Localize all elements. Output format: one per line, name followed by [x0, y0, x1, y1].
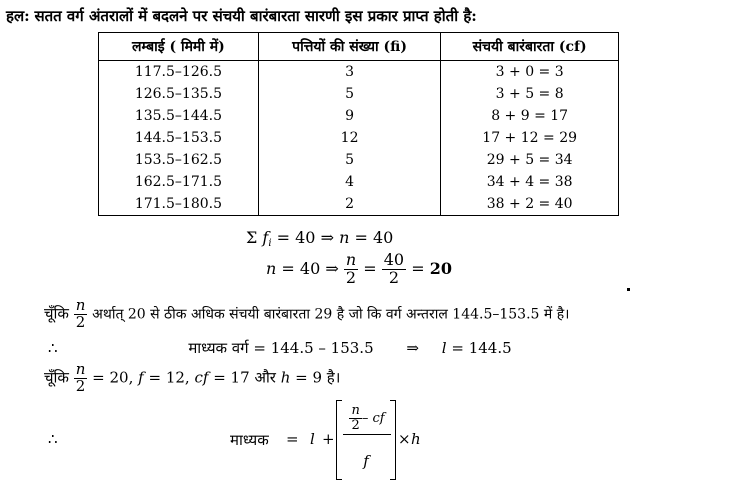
eq2-eq: = 40 ⇒: [281, 258, 339, 278]
fraction-den: 2: [345, 267, 357, 287]
cell-cf: 29 + 5 = 34: [441, 149, 619, 171]
table-row: [99, 61, 619, 84]
median-label: माध्यक: [230, 431, 269, 449]
eq2-eq2: =: [363, 258, 377, 278]
bracket-corner: [390, 479, 396, 480]
fraction-n-over-2: [74, 362, 88, 395]
stray-dot: [627, 288, 630, 291]
cell-fi: 12: [258, 127, 440, 149]
table-row: [99, 149, 619, 171]
fraction-num: n: [351, 403, 360, 418]
intro-text: सतत वर्ग अंतरालों में बदलने पर संचयी बारंबारता सारणी इस प्रकार प्राप्त होती है:: [34, 7, 477, 25]
fraction-den: 2: [388, 267, 400, 287]
table-row: [99, 83, 619, 105]
cell-interval: 162.5–171.5: [99, 171, 259, 193]
formula-plus: +: [322, 430, 335, 448]
cell-cf: 3 + 5 = 8: [441, 83, 619, 105]
formula-h: h: [411, 430, 421, 448]
para3-f: f: [138, 368, 144, 387]
table-row: [99, 193, 619, 216]
cell-cf: 38 + 2 = 40: [441, 193, 619, 216]
formula-l: l: [310, 430, 315, 448]
para-3: [44, 362, 340, 395]
cell-fi: 2: [258, 193, 440, 216]
sum-rhs: = 40: [354, 228, 394, 247]
fraction-n-over-2: [344, 252, 358, 287]
therefore-symbol: ∴: [48, 430, 58, 448]
median-class-text: माध्यक वर्ग = 144.5 – 153.5: [188, 339, 374, 357]
sum-f: f: [262, 228, 269, 247]
fraction-den: 2: [351, 417, 360, 433]
fraction-den: 2: [75, 312, 86, 331]
cell-interval: 117.5–126.5: [99, 61, 259, 84]
fraction-n-over-2: [349, 404, 361, 432]
para-2: [48, 338, 512, 358]
para3-text3: = 17: [213, 368, 250, 387]
para3-cf: cf: [194, 368, 209, 387]
cell-cf: 3 + 0 = 3: [441, 61, 619, 84]
table-header-row: [99, 33, 619, 61]
table-row: [99, 127, 619, 149]
sum-equation: [246, 228, 393, 249]
half-n-equation: [266, 252, 452, 287]
fraction-num: n: [75, 360, 86, 378]
cell-fi: 5: [258, 149, 440, 171]
fraction-num: n: [75, 296, 86, 314]
eq2-result: 20: [429, 258, 452, 278]
cell-interval: 126.5–135.5: [99, 83, 259, 105]
table-row: [99, 171, 619, 193]
para3-prefix: चूँकि: [44, 368, 69, 387]
table-row: [99, 105, 619, 127]
fraction-num: 40: [383, 250, 405, 269]
l-var: l: [441, 339, 447, 357]
bracket-corner: [390, 400, 396, 401]
fraction-40-over-2: [382, 252, 406, 287]
fraction-n-over-2: [74, 298, 88, 331]
eq2-eq3: =: [411, 258, 425, 278]
header-cf: संचयी बारंबारता (cf): [441, 33, 619, 61]
therefore-symbol: ∴: [48, 339, 58, 357]
inner-denominator: f: [363, 452, 369, 470]
fraction-den: 2: [75, 376, 86, 395]
cell-fi: 4: [258, 171, 440, 193]
sum-n: n: [339, 228, 350, 247]
cumulative-frequency-table: [98, 32, 619, 216]
para-1: [44, 298, 569, 331]
formula-times: ×: [398, 430, 411, 448]
intro-line: [6, 6, 477, 26]
sum-rest: = 40 ⇒: [276, 228, 334, 247]
cell-fi: 5: [258, 83, 440, 105]
minus-cf: – cf: [361, 411, 385, 427]
cell-fi: 3: [258, 61, 440, 84]
para1-text: अर्थात् 20 से ठीक अधिक संचयी बारंबारता 29 है जो कि वर्ग अन्तराल 144.5–153.5 में है।: [92, 306, 570, 323]
l-value: = 144.5: [451, 339, 512, 357]
bracket-corner: [336, 479, 342, 480]
bracket-corner: [336, 400, 342, 401]
cell-interval: 153.5–162.5: [99, 149, 259, 171]
eq2-n: n: [266, 258, 277, 278]
fraction-num: n: [345, 250, 357, 269]
cell-cf: 8 + 9 = 17: [441, 105, 619, 127]
cell-cf: 17 + 12 = 29: [441, 127, 619, 149]
formula-bracket: [336, 400, 396, 480]
para1-prefix: चूँकि: [44, 304, 69, 323]
para3-text1: = 20,: [92, 368, 134, 387]
para3-text4: = 9 है।: [295, 368, 341, 387]
cell-fi: 9: [258, 105, 440, 127]
para3-h: h: [280, 368, 291, 387]
sigma-symbol: Σ: [246, 228, 258, 247]
header-length: लम्बाई ( मिमी में): [99, 33, 259, 61]
cell-interval: 171.5–180.5: [99, 193, 259, 216]
para3-text2: = 12,: [148, 368, 190, 387]
sum-subscript: i: [268, 238, 272, 249]
cell-interval: 144.5–153.5: [99, 127, 259, 149]
cell-interval: 135.5–144.5: [99, 105, 259, 127]
para3-and: और: [254, 368, 276, 387]
solution-label: हल:: [6, 7, 30, 25]
implies-arrow: ⇒: [406, 339, 419, 357]
header-leaves: पत्तियों की संख्या (fi): [258, 33, 440, 61]
cell-cf: 34 + 4 = 38: [441, 171, 619, 193]
median-eq: =: [286, 430, 299, 448]
inner-numerator: [343, 404, 391, 435]
